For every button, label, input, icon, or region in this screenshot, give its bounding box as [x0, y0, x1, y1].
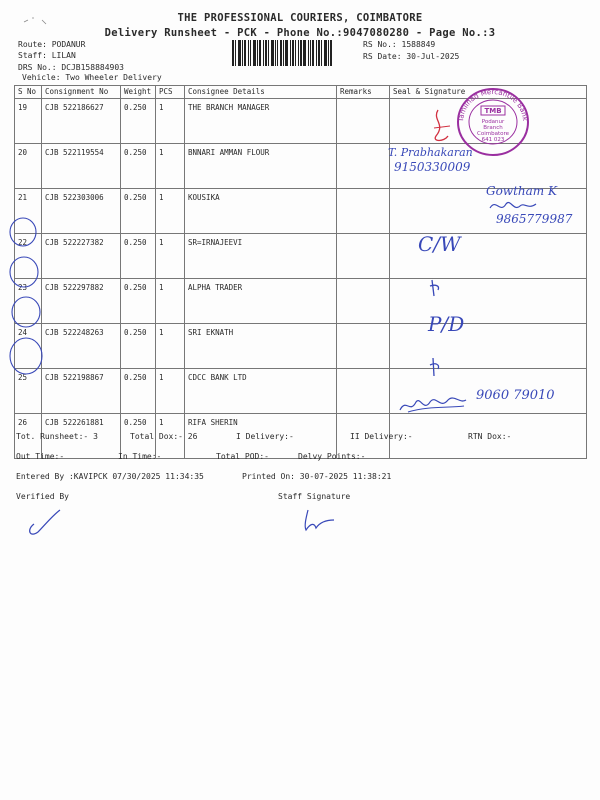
consignment-cell: CJB 522297882 — [42, 279, 121, 324]
rs-number: RS No.: 1588849 — [363, 40, 436, 49]
weight-cell: 0.250 — [121, 324, 156, 369]
pcs-cell: 1 — [156, 324, 185, 369]
consignee-cell: BNNARI AMMAN FLOUR — [185, 144, 337, 189]
pcs-cell: 1 — [156, 189, 185, 234]
weight-cell: 0.250 — [121, 99, 156, 144]
handwritten-phone-row26: 9060 79010 — [476, 388, 555, 403]
remarks-cell — [337, 279, 390, 324]
col-pcs: PCS — [156, 86, 185, 99]
staff-signature-label: Staff Signature — [278, 492, 351, 501]
staff-label: Staff: LILAN — [18, 51, 76, 60]
handwritten-note-row24: P/D — [428, 312, 465, 336]
weight-cell: 0.250 — [121, 189, 156, 234]
consignment-cell: CJB 522198867 — [42, 369, 121, 414]
signature-cell — [390, 324, 587, 369]
pcs-cell: 1 — [156, 369, 185, 414]
circle-marks — [6, 212, 48, 402]
sno-cell: 19 — [15, 99, 42, 144]
sno-cell: 25 — [15, 369, 42, 414]
i-delivery: I Delivery:- — [236, 432, 294, 441]
consignment-cell: CJB 522227382 — [42, 234, 121, 279]
vehicle-label: Vehicle: Two Wheeler Delivery — [22, 73, 162, 82]
consignment-cell: CJB 522119554 — [42, 144, 121, 189]
col-seal-signature: Seal & Signature — [390, 86, 587, 99]
remarks-cell — [337, 234, 390, 279]
signature-row19 — [428, 106, 458, 146]
weight-cell: 0.250 — [121, 144, 156, 189]
handwritten-name-row21: Gowtham K — [486, 184, 557, 198]
total-dox: Total Dox:- 26 — [130, 432, 198, 441]
total-runsheet: Tot. Runsheet:- 3 — [16, 432, 98, 441]
weight-cell: 0.250 — [121, 414, 156, 459]
consignment-cell: CJB 522261881 — [42, 414, 121, 459]
consignee-cell: THE BRANCH MANAGER — [185, 99, 337, 144]
sno-cell: 20 — [15, 144, 42, 189]
pcs-cell: 1 — [156, 279, 185, 324]
weight-cell: 0.250 — [121, 369, 156, 414]
remarks-cell — [337, 189, 390, 234]
col-consignment: Consignment No — [42, 86, 121, 99]
stamp-logo: TMB — [484, 107, 502, 115]
entered-by: Entered By :KAVIPCK 07/30/2025 11:34:35 — [16, 472, 204, 481]
sno-cell: 22 — [15, 234, 42, 279]
consignment-cell: CJB 522303006 — [42, 189, 121, 234]
col-consignee: Consignee Details — [185, 86, 337, 99]
signature-row26 — [398, 392, 468, 416]
consignee-cell: CDCC BANK LTD — [185, 369, 337, 414]
pcs-cell: 1 — [156, 144, 185, 189]
handwritten-note-row22: C/W — [418, 232, 461, 256]
consignment-cell: CJB 522248263 — [42, 324, 121, 369]
remarks-cell — [337, 369, 390, 414]
consignee-cell: KOUSIKA — [185, 189, 337, 234]
runsheet-subtitle: Delivery Runsheet - PCK - Phone No.:9047080280 - Page No.:3 — [104, 27, 496, 39]
col-remarks: Remarks — [337, 86, 390, 99]
handwritten-phone-row21: 9865779987 — [496, 212, 573, 226]
ii-delivery: II Delivery:- — [350, 432, 413, 441]
sno-cell: 23 — [15, 279, 42, 324]
staff-signature-mark — [302, 508, 338, 532]
verified-by-signature — [24, 508, 64, 538]
in-time: In Time:- — [118, 452, 162, 461]
signature-cell — [390, 279, 587, 324]
remarks-cell — [337, 324, 390, 369]
stamp-line3: Coimbatore — [477, 131, 509, 137]
total-pod: Total POD:- — [216, 452, 269, 461]
sno-cell: 26 — [15, 414, 42, 459]
mark-row23 — [428, 278, 442, 298]
company-title: THE PROFESSIONAL COURIERS, COIMBATORE — [177, 12, 423, 24]
handwritten-name-row20: T. Prabhakaran — [388, 146, 473, 159]
delivery-points: Delvy Points:- — [298, 452, 366, 461]
consignee-cell: SR=IRNAJEEVI — [185, 234, 337, 279]
pcs-cell: 1 — [156, 414, 185, 459]
stamp-ring-text: Tamilnad Mercantile Bank Ltd — [452, 80, 530, 123]
weight-cell: 0.250 — [121, 234, 156, 279]
table-row — [15, 234, 587, 279]
col-sno: S No — [15, 86, 42, 99]
rs-date: RS Date: 30-Jul-2025 — [363, 52, 460, 61]
printed-on: Printed On: 30-07-2025 11:38:21 — [242, 472, 392, 481]
rtn-dox: RTN Dox:- — [468, 432, 512, 441]
handwritten-phone-row20: 9150330009 — [394, 160, 471, 174]
consignment-cell: CJB 522186627 — [42, 99, 121, 144]
mark-row25 — [428, 356, 442, 378]
weight-cell: 0.250 — [121, 279, 156, 324]
corner-marks — [22, 14, 52, 28]
sno-cell: 24 — [15, 324, 42, 369]
stamp-line2: Branch — [483, 125, 503, 131]
drs-number: DRS No.: DCJB158884903 — [18, 63, 124, 72]
consignee-cell: ALPHA TRADER — [185, 279, 337, 324]
pcs-cell: 1 — [156, 234, 185, 279]
pcs-cell: 1 — [156, 99, 185, 144]
remarks-cell — [337, 99, 390, 144]
out-time: Out Time:- — [16, 452, 65, 461]
stamp-line4: 641 023 — [481, 137, 505, 143]
route-label: Route: PODANUR — [18, 40, 86, 49]
col-weight: Weight — [121, 86, 156, 99]
remarks-cell — [337, 144, 390, 189]
verified-by-label: Verified By — [16, 492, 69, 501]
table-row — [15, 324, 587, 369]
consignee-cell: RIFA SHERIN — [185, 414, 337, 459]
stamp-line1: Podanur — [481, 119, 505, 125]
barcode — [232, 40, 350, 66]
table-row — [15, 279, 587, 324]
consignee-cell: SRI EKNATH — [185, 324, 337, 369]
sno-cell: 21 — [15, 189, 42, 234]
